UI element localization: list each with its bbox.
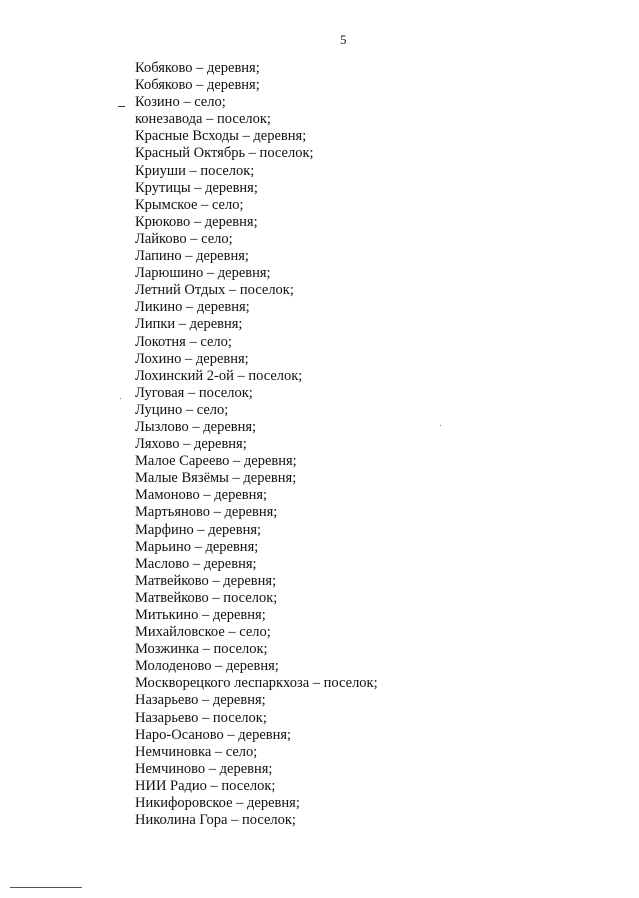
settlement-entry: Лохино – деревня; [135,350,249,367]
settlement-entry: конезавода – поселок; [135,111,271,128]
settlement-entry: Крюково – деревня; [135,213,258,230]
settlement-entry: Крымское – село; [135,196,244,213]
settlement-entry: Назарьево – поселок; [135,709,267,726]
settlement-entry: Немчиновка – село; [135,743,258,760]
settlement-entry: Немчиново – деревня; [135,760,273,777]
footnote-rule [10,887,82,888]
margin-mark [118,106,125,107]
scan-speck [120,398,121,399]
settlement-entry: Николина Гора – поселок; [135,812,296,829]
scan-speck [440,425,441,426]
settlement-entry: Мартьяново – деревня; [135,504,278,521]
settlement-entry: Молоденово – деревня; [135,658,279,675]
settlement-entry: Лайково – село; [135,230,233,247]
settlement-entry: Марфино – деревня; [135,521,262,538]
settlement-entry: Луцино – село; [135,401,229,418]
settlement-entry: Михайловское – село; [135,624,271,641]
settlement-entry: Лохинский 2-ой – поселок; [135,367,303,384]
settlement-entry: Митькино – деревня; [135,607,266,623]
settlement-entry: Ларюшино – деревня; [135,265,271,282]
settlement-entry: Красный Октябрь – поселок; [135,145,314,162]
settlement-entry: Наро-Осаново – деревня; [135,726,292,743]
settlement-entry: Криуши – поселок; [135,162,255,179]
settlement-entry: Марьино – деревня; [135,538,259,555]
settlement-entry: Матвейково – поселок; [135,589,278,606]
settlement-entry: Маслово – деревня; [135,555,257,572]
settlement-entry: Козино – село; [135,94,226,111]
settlement-entry: Мозжинка – поселок; [135,641,268,658]
settlement-entry: Красные Всходы – деревня; [135,128,307,145]
settlement-list [135,60,378,829]
settlement-entry: Кобяково – деревня; [135,60,260,76]
settlement-entry: Лызлово – деревня; [135,418,257,435]
page-number: 5 [340,32,347,47]
settlement-entry: НИИ Радио – поселок; [135,777,276,794]
settlement-entry: Малое Сареево – деревня; [135,453,297,470]
settlement-entry: Москворецкого леспаркхоза – поселок; [135,675,378,692]
settlement-entry: Малые Вязёмы – деревня; [135,470,297,487]
settlement-entry: Матвейково – деревня; [135,572,277,589]
settlement-entry: Ляхово – деревня; [135,436,247,453]
settlement-entry: Летний Отдых – поселок; [135,282,294,299]
settlement-entry: Никифоровское – деревня; [135,795,300,812]
settlement-entry: Мамоново – деревня; [135,487,268,504]
settlement-entry: Лапино – деревня; [135,248,249,265]
settlement-entry: Кобяково – деревня; [135,77,260,94]
settlement-entry: Локотня – село; [135,333,232,350]
settlement-entry: Крутицы – деревня; [135,179,258,196]
settlement-entry: Назарьево – деревня; [135,692,266,709]
settlement-entry: Луговая – поселок; [135,384,253,401]
settlement-entry: Липки – деревня; [135,316,243,333]
settlement-entry: Ликино – деревня; [135,299,250,316]
